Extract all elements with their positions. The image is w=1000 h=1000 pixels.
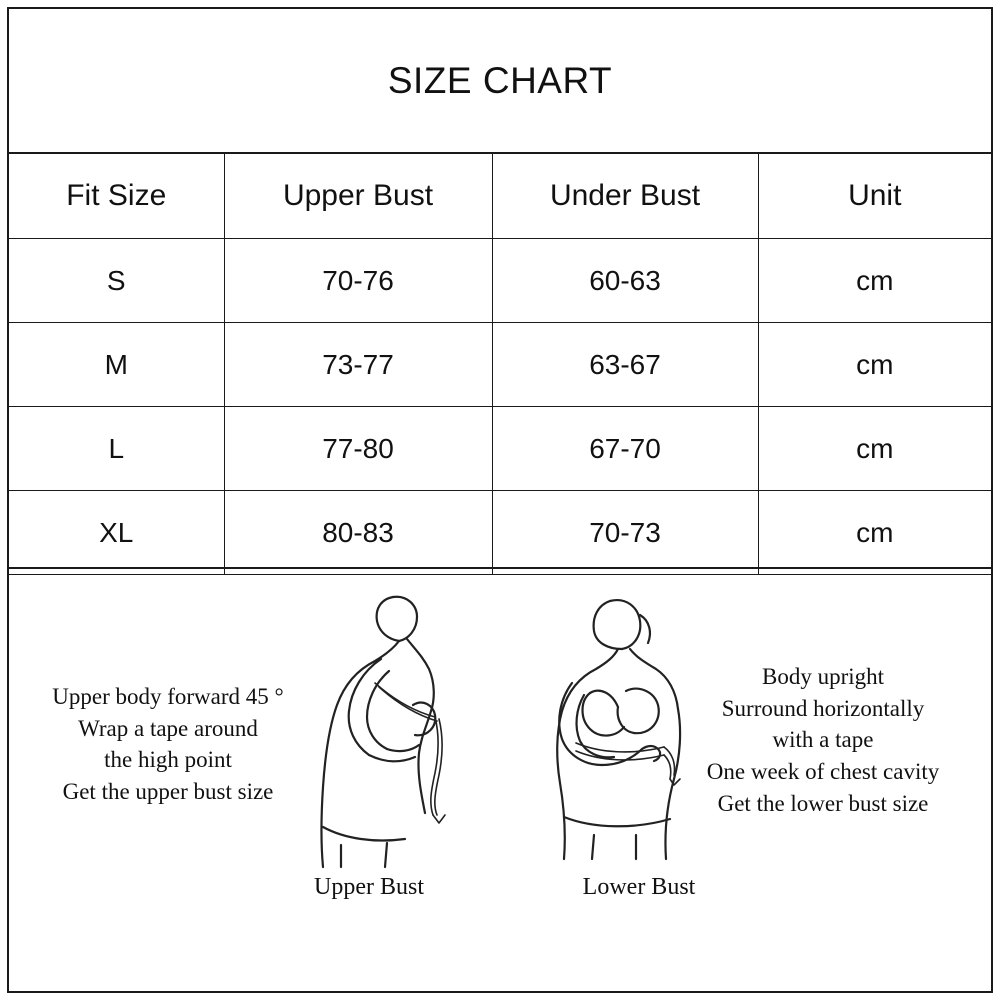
cell-upper-bust: 80-83 <box>224 491 492 575</box>
size-table <box>9 154 991 575</box>
column-header-fit-size: Fit Size <box>9 154 224 239</box>
upper-bust-figure <box>289 587 499 872</box>
instruction-line: Get the upper bust size <box>62 779 274 805</box>
upper-bust-instructions <box>23 681 313 808</box>
cell-under-bust: 60-63 <box>492 239 758 323</box>
table-row <box>9 239 991 323</box>
instruction-line: Body upright <box>761 664 885 689</box>
illustration-section <box>9 567 991 991</box>
title-band <box>9 9 991 154</box>
cell-fit-size: M <box>9 323 224 407</box>
table-row <box>9 491 991 575</box>
instruction-line: Surround horizontally <box>721 695 925 721</box>
chart-frame <box>7 7 993 993</box>
column-header-under-bust: Under Bust <box>492 154 758 239</box>
cell-fit-size: L <box>9 407 224 491</box>
instruction-line: the high point <box>104 747 232 773</box>
cell-upper-bust: 77-80 <box>224 407 492 491</box>
cell-unit: cm <box>758 323 991 407</box>
lower-bust-figure-label: Lower Bust <box>582 874 696 900</box>
instruction-line: Get the lower bust size <box>717 790 929 816</box>
table-row <box>9 407 991 491</box>
cell-under-bust: 70-73 <box>492 491 758 575</box>
lower-bust-instructions <box>663 661 983 820</box>
instruction-line: Wrap a tape around <box>78 715 258 741</box>
cell-upper-bust: 73-77 <box>224 323 492 407</box>
table-row <box>9 323 991 407</box>
cell-fit-size: XL <box>9 491 224 575</box>
column-header-unit: Unit <box>758 154 991 239</box>
page-title: SIZE CHART <box>387 59 613 101</box>
instruction-line: Upper body forward 45 ° <box>52 684 284 709</box>
column-header-upper-bust: Upper Bust <box>224 154 492 239</box>
cell-unit: cm <box>758 239 991 323</box>
cell-unit: cm <box>758 407 991 491</box>
instruction-line: with a tape <box>772 727 874 753</box>
upper-bust-figure-label: Upper Bust <box>314 874 424 900</box>
cell-upper-bust: 70-76 <box>224 239 492 323</box>
cell-fit-size: S <box>9 239 224 323</box>
table-header-row <box>9 154 991 239</box>
instruction-line: One week of chest cavity <box>706 759 940 785</box>
cell-unit: cm <box>758 491 991 575</box>
cell-under-bust: 63-67 <box>492 323 758 407</box>
cell-under-bust: 67-70 <box>492 407 758 491</box>
